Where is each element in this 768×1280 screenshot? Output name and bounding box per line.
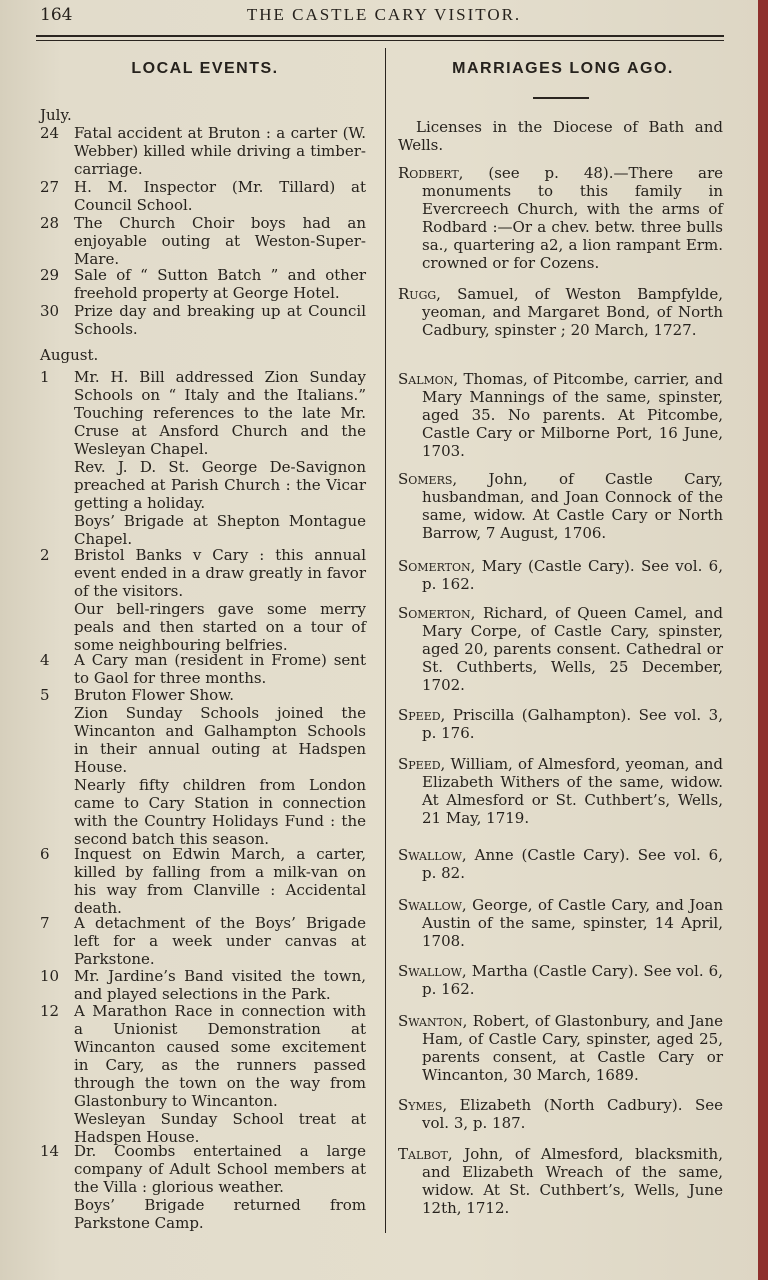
marriages-heading: MARRIAGES LONG AGO. — [452, 60, 674, 77]
event-text: Zion Sunday Schools joined the Wincanton and Galhampton Schools in their annual outing at Hadspen House. — [74, 704, 366, 776]
event-text: Mr. H. Bill addressed Zion Sunday Schools on “ Italy and the Italians.” Touching references to the late Mr. Cruse at Ansford Church and the Wesleyan Chapel. — [74, 368, 366, 458]
event-day: 28 — [40, 214, 60, 232]
page-edge — [758, 0, 768, 1280]
entry-surname: Symes, — [398, 1096, 448, 1114]
local-events-heading: LOCAL EVENTS. — [131, 60, 279, 77]
event-day: 7 — [40, 914, 50, 932]
entry-surname: Somers, — [398, 470, 458, 488]
event-item — [40, 124, 366, 178]
event-day: 29 — [40, 266, 60, 284]
event-item — [40, 845, 366, 917]
entry-surname: Speed, — [398, 706, 446, 724]
entry-surname: Speed, — [398, 755, 446, 773]
event-text: A detachment of the Boys’ Brigade left for a week under canvas at Parkstone. — [74, 914, 366, 968]
entry-text: Mary (Castle Cary). See vol. 6, p. 162. — [422, 557, 723, 593]
event-item — [40, 546, 366, 654]
event-text: Boys’ Brigade at Shepton Montague Chapel. — [74, 512, 366, 548]
header-rule-thin — [36, 40, 724, 41]
event-text: A Marathon Race in connection with a Unionist Demonstration at Wincanton caused some excitement in Cary, as the runners passed through the town on the way from Glastonbury to Wincanton. — [74, 1002, 366, 1110]
entry-text: Elizabeth (North Cadbury). See vol. 3, p. 187. — [422, 1096, 723, 1132]
marriage-entry — [398, 164, 723, 272]
entry-text: John, of Almesford, blacksmith, and Elizabeth Wreach of the same, widow. At St. Cuthbert’s, Wells, June 12th, 1712. — [422, 1145, 723, 1217]
entry-surname: Swallow, — [398, 896, 467, 914]
entry-surname: Somerton, — [398, 604, 476, 622]
event-text: Wesleyan Sunday School treat at Hadspen House. — [74, 1110, 366, 1146]
marriage-entry — [398, 285, 723, 339]
event-item — [40, 967, 366, 1003]
event-text: Dr. Coombs entertained a large company of Adult School members at the Villa : glorious weather. — [74, 1142, 366, 1196]
entry-text: Martha (Castle Cary). See vol. 6, p. 162. — [422, 962, 723, 998]
page-number: 164 — [40, 5, 73, 25]
event-item — [40, 178, 366, 214]
entry-text: Samuel, of Weston Bampfylde, yeoman, and Margaret Bond, of North Cadbury, spinster ; 20 March, 1727. — [422, 285, 723, 339]
event-day: 27 — [40, 178, 60, 196]
event-text: Our bell-ringers gave some merry peals and then started on a tour of some neighbouring belfries. — [74, 600, 366, 654]
entry-surname: Swallow, — [398, 962, 467, 980]
event-text: The Church Choir boys had an enjoyable outing at Weston-Super-Mare. — [74, 214, 366, 268]
event-day: 14 — [40, 1142, 60, 1160]
marriage-entry — [398, 962, 723, 998]
event-text: Fatal accident at Bruton : a carter (W. Webber) killed while driving a timber-carriage. — [74, 124, 366, 178]
event-item — [40, 302, 366, 338]
event-item — [40, 214, 366, 268]
month-label-august: August. — [40, 346, 99, 364]
event-item — [40, 651, 366, 687]
event-text: Sale of “ Sutton Batch ” and other freehold property at George Hotel. — [74, 266, 366, 302]
event-day: 12 — [40, 1002, 60, 1020]
entry-surname: Rodbert, — [398, 164, 464, 182]
heading-dash — [533, 97, 589, 99]
event-day: 1 — [40, 368, 50, 386]
marriage-entry — [398, 896, 723, 950]
event-item — [40, 266, 366, 302]
entry-text: John, of Castle Cary, husbandman, and Joan Connock of the same, widow. At Castle Cary or North Barrow, 7 August, 1706. — [422, 470, 723, 542]
marriage-entry — [398, 1145, 723, 1217]
event-item — [40, 914, 366, 968]
month-label-july: July. — [40, 106, 72, 124]
entry-text: Anne (Castle Cary). See vol. 6, p. 82. — [422, 846, 723, 882]
entry-text: George, of Castle Cary, and Joan Austin of the same, spinster, 14 April, 1708. — [422, 896, 723, 950]
marriage-entry — [398, 1012, 723, 1084]
event-text: Inquest on Edwin March, a carter, killed by falling from a milk-van on his way from Clanville : Accidental death. — [74, 845, 366, 917]
event-item — [40, 1002, 366, 1146]
event-text: Prize day and breaking up at Council Schools. — [74, 302, 366, 338]
entry-surname: Somerton, — [398, 557, 476, 575]
marriage-entry — [398, 1096, 723, 1132]
event-day: 24 — [40, 124, 60, 142]
header-rule — [36, 35, 724, 37]
event-day: 10 — [40, 967, 60, 985]
entry-surname: Talbot, — [398, 1145, 453, 1163]
event-item — [40, 686, 366, 848]
event-text: Rev. J. D. St. George De-Savignon preached at Parish Church : the Vicar getting a holiday. — [74, 458, 366, 512]
marriage-entry — [398, 557, 723, 593]
marriage-entry — [398, 755, 723, 827]
event-text: A Cary man (resident in Frome) sent to Gaol for three months. — [74, 651, 366, 687]
event-day: 5 — [40, 686, 50, 704]
column-divider — [385, 48, 386, 1233]
event-day: 2 — [40, 546, 50, 564]
event-text: Bristol Banks v Cary : this annual event ended in a draw greatly in favor of the visitors. — [74, 546, 366, 600]
marriage-entry — [398, 470, 723, 542]
entry-surname: Swanton, — [398, 1012, 468, 1030]
marriage-entry — [398, 706, 723, 742]
entry-text: William, of Almesford, yeoman, and Elizabeth Withers of the same, widow. At Almesford or St. Cuthbert’s, Wells, 21 May, 1719. — [422, 755, 723, 827]
marriage-entry — [398, 846, 723, 882]
event-day: 4 — [40, 651, 50, 669]
event-text: Nearly fifty children from London came to Cary Station in connection with the Country Holidays Fund : the second batch this season. — [74, 776, 366, 848]
event-text: Bruton Flower Show. — [74, 686, 235, 704]
marriages-intro: Licenses in the Diocese of Bath and Wells. — [398, 118, 723, 154]
entry-surname: Swallow, — [398, 846, 467, 864]
entry-surname: Rugg, — [398, 285, 441, 303]
entry-text: Robert, of Glastonbury, and Jane Ham, of Castle Cary, spinster, aged 25, parents consent, at Castle Cary or Wincanton, 30 March, 1689. — [422, 1012, 723, 1084]
entry-surname: Salmon, — [398, 370, 459, 388]
entry-text: Richard, of Queen Camel, and Mary Corpe, of Castle Cary, spinster, aged 20, parents consent. Cathedral or St. Cuthberts, Wells, 25 December, 1702. — [422, 604, 723, 694]
entry-text: Priscilla (Galhampton). See vol. 3, p. 176. — [422, 706, 723, 742]
marriage-entry — [398, 370, 723, 460]
event-day: 30 — [40, 302, 60, 320]
running-header: THE CASTLE CARY VISITOR. — [246, 5, 522, 24]
entry-text: Thomas, of Pitcombe, carrier, and Mary Mannings of the same, spinster, aged 35. No parents. At Pitcombe, Castle Cary or Milborne Port, 16 June, 1703. — [422, 370, 723, 460]
event-text: Boys’ Brigade returned from Parkstone Camp. — [74, 1196, 366, 1232]
event-day: 6 — [40, 845, 50, 863]
event-text: Mr. Jardine’s Band visited the town, and played selections in the Park. — [74, 967, 366, 1003]
event-item — [40, 1142, 366, 1232]
event-text: H. M. Inspector (Mr. Tillard) at Council School. — [74, 178, 366, 214]
event-item — [40, 368, 366, 548]
marriage-entry — [398, 604, 723, 694]
entry-text: (see p. 48).—There are monuments to this family in Evercreech Church, with the arms of Rodbard :—Or a chev. betw. three bulls sa., quartering a2, a lion rampant Erm. crowned or for Cozens. — [422, 164, 723, 272]
